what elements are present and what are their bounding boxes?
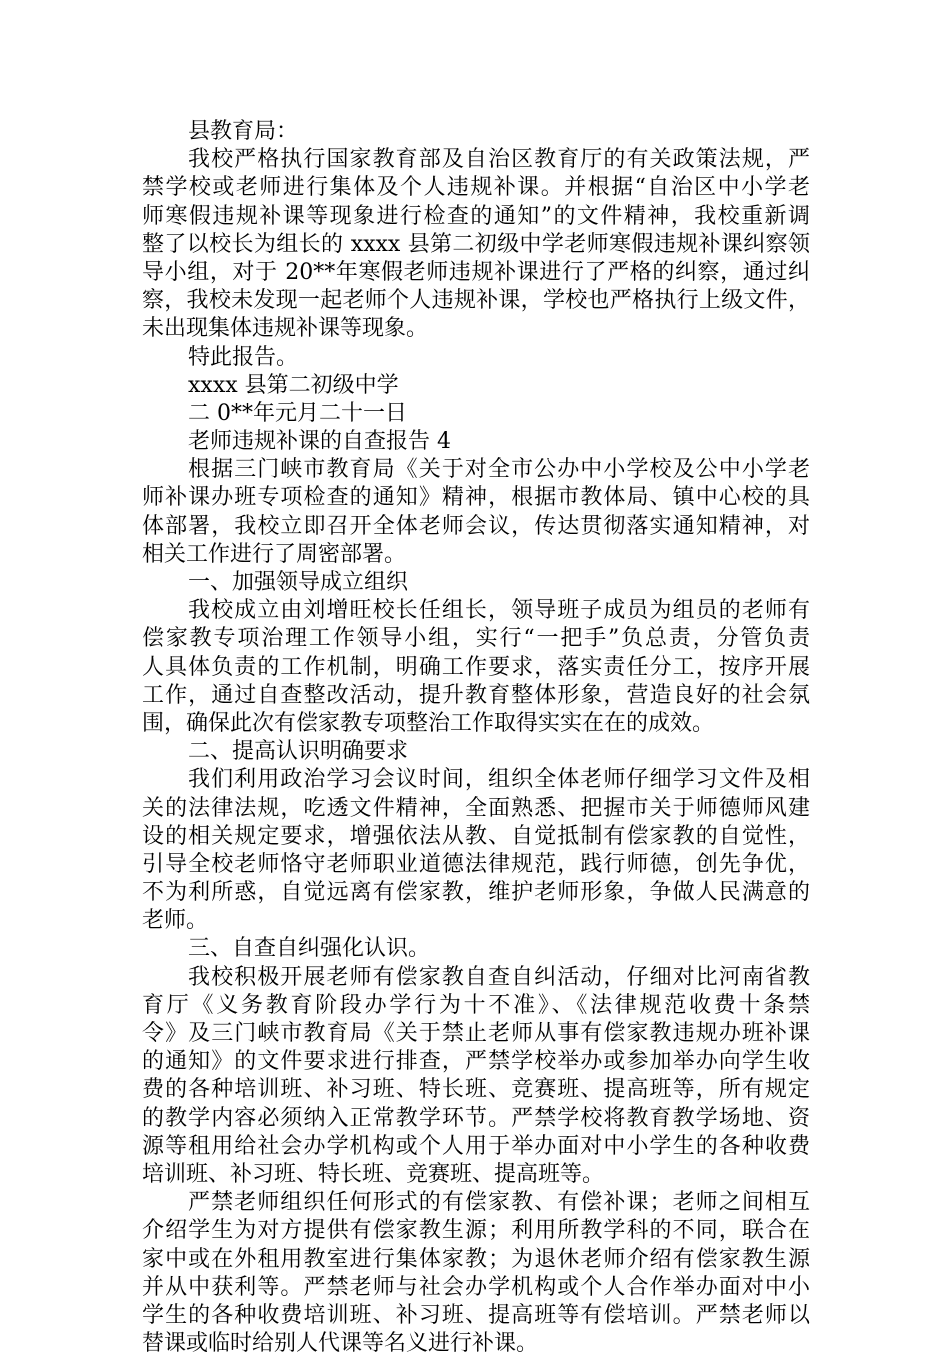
text-line: 老师。 (142, 908, 209, 934)
text-line: 严禁老师组织任何形式的有偿家教、有偿补课；老师之间相互 (188, 1190, 810, 1216)
text-line: 相关工作进行了周密部署。 (142, 541, 407, 567)
text-line: 费的各种培训班、补习班、特长班、竞赛班、提高班等，所有规定 (142, 1077, 810, 1103)
text-line: 三、自查自纠强化认识。 (188, 936, 431, 962)
text-line: 一、加强领导成立组织 (188, 570, 409, 595)
text-line: 围，确保此次有偿家教专项整治工作取得实实在在的成效。 (142, 710, 715, 736)
text-line: 的教学内容必须纳入正常教学环节。严禁学校将教育教学场地、资 (142, 1105, 810, 1131)
text-line: 育厅《义务教育阶段办学行为十不准》、《法律规范收费十条禁 (142, 992, 810, 1018)
text-line: 的通知》的文件要求进行排查，严禁学校举办或参加举办向学生收 (142, 1049, 810, 1075)
text-line: 导小组，对于 20**年寒假老师违规补课进行了严格的纠察，通过纠 (142, 259, 810, 285)
text-line: 师寒假违规补课等现象进行检查的通知”的文件精神，我校重新调 (142, 203, 810, 229)
text-line: 介绍学生为对方提供有偿家教生源；利用所教学科的不同，联合在 (142, 1218, 810, 1244)
text-line: 我校成立由刘增旺校长任组长，领导班子成员为组员的老师有 (188, 598, 810, 624)
text-line: 并从中获利等。严禁老师与社会办学机构或个人合作举办面对中小 (142, 1274, 810, 1300)
text-line: 未出现集体违规补课等现象。 (142, 316, 429, 342)
text-line: 老师违规补课的自查报告 4 (188, 429, 451, 455)
text-line: 根据三门峡市教育局《关于对全市公办中小学校及公中小学老 (188, 457, 810, 483)
text-line: 替课或临时给别人代课等名义进行补课。 (142, 1331, 539, 1357)
text-line: 我校严格执行国家教育部及自治区教育厅的有关政策法规，严 (188, 147, 810, 173)
text-line: 工作，通过自查整改活动，提升教育整体形象，营造良好的社会氛 (142, 682, 810, 708)
text-line: 察，我校未发现一起老师个人违规补课，学校也严格执行上级文件， (142, 288, 810, 314)
text-line: 学生的各种收费培训班、补习班、提高班等有偿培训。严禁老师以 (142, 1302, 810, 1328)
text-line: 源等租用给社会办学机构或个人用于举办面对中小学生的各种收费 (142, 1133, 810, 1159)
text-line: 关的法律法规，吃透文件精神，全面熟悉、把握市关于师德师风建 (142, 795, 810, 821)
text-line: 人具体负责的工作机制，明确工作要求，落实责任分工，按序开展 (142, 654, 810, 680)
text-line: xxxx 县第二初级中学 (188, 372, 399, 398)
text-line: 不为利所惑，自觉远离有偿家教，维护老师形象，争做人民满意的 (142, 880, 810, 906)
text-line: 令》及三门峡市教育局《关于禁止老师从事有偿家教违规办班补课 (142, 1021, 810, 1046)
text-line: 整了以校长为组长的 xxxx 县第二初级中学老师寒假违规补课纠察领 (142, 231, 810, 257)
text-line: 家中或在外租用教室进行集体家教；为退休老师介绍有偿家教生源 (142, 1246, 810, 1272)
text-line: 培训班、补习班、特长班、竞赛班、提高班等。 (142, 1161, 605, 1187)
text-line: 师补课办班专项检查的通知》精神，根据市教体局、镇中心校的具 (142, 485, 810, 511)
text-line: 特此报告。 (188, 344, 299, 370)
document-body (142, 118, 810, 1358)
text-line: 体部署，我校立即召开全体老师会议，传达贯彻落实通知精神，对 (142, 513, 810, 539)
text-line: 二、提高认识明确要求 (188, 739, 409, 765)
text-line: 我们利用政治学习会议时间，组织全体老师仔细学习文件及相 (188, 767, 810, 793)
text-line: 禁学校或老师进行集体及个人违规补课。并根据“自治区中小学老 (142, 175, 810, 201)
text-line: 设的相关规定要求，增强依法从教、自觉抵制有偿家教的自觉性， (142, 823, 810, 849)
text-line: 我校积极开展老师有偿家教自查自纠活动，仔细对比河南省教 (188, 964, 810, 990)
text-line: 二 0**年元月二十一日 (188, 400, 407, 426)
text-line: 偿家教专项治理工作领导小组，实行“一把手”负总责，分管负责 (142, 626, 810, 652)
text-line: 引导全校老师恪守老师职业道德法律规范，践行师德，创先争优， (142, 851, 810, 877)
text-line: 县教育局： (188, 119, 299, 144)
